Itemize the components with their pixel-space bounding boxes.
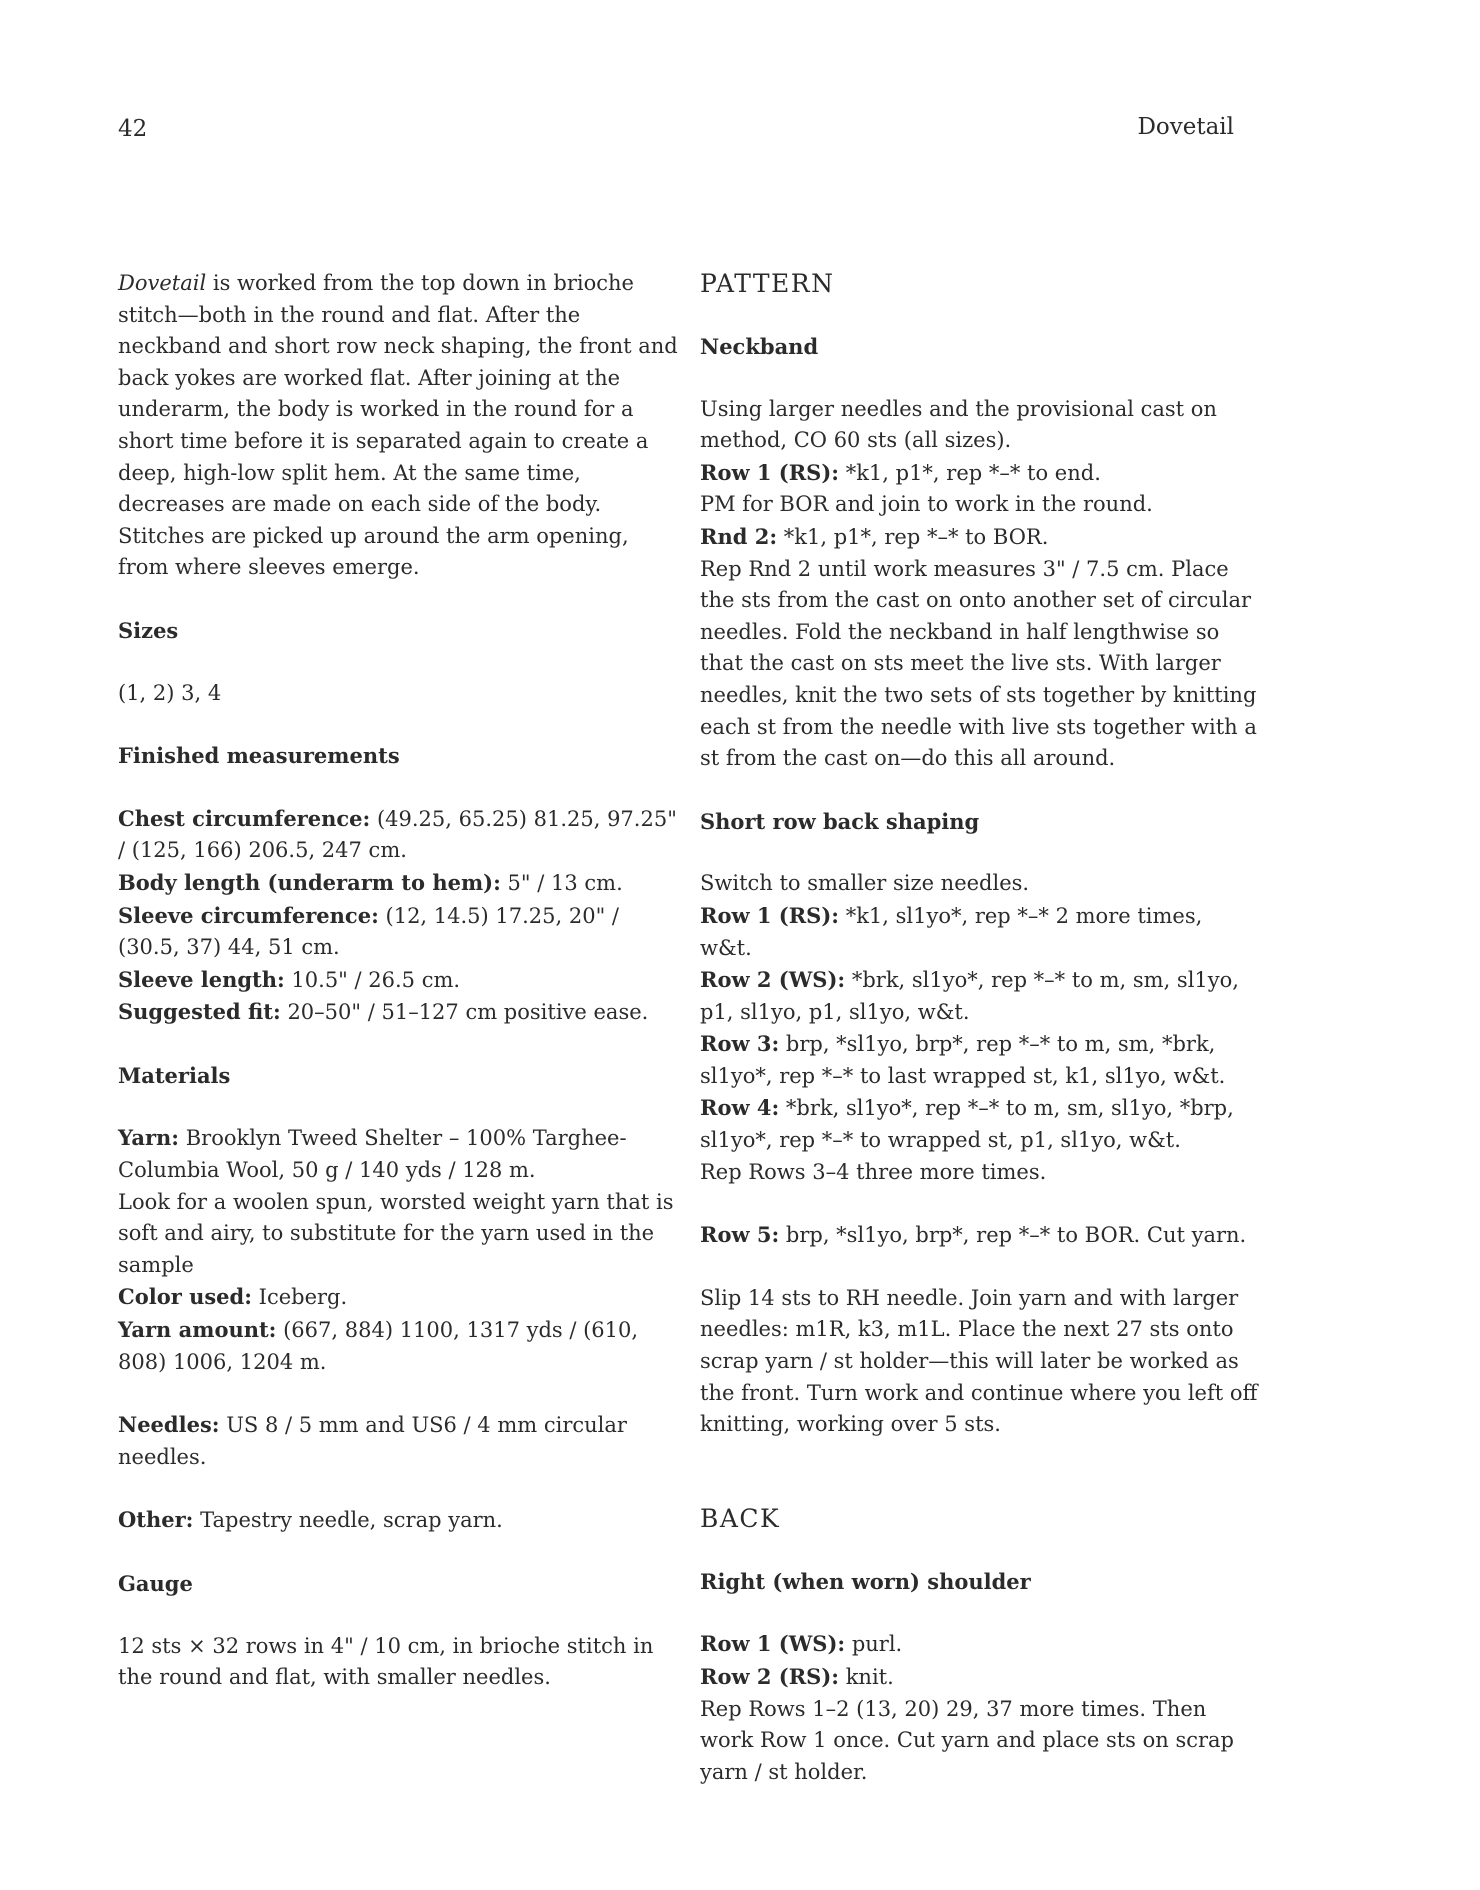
short-row-row5-label: Row 5:: [700, 1222, 780, 1248]
short-row-row1-value: *k1, sl1yo*, rep *–* 2 more times, w&t.: [700, 903, 1203, 960]
yarn-label: Yarn:: [118, 1125, 180, 1151]
short-row-row4-label: Row 4:: [700, 1095, 780, 1121]
short-row-row5-value: brp, *sl1yo, brp*, rep *–* to BOR. Cut yarn.: [779, 1223, 1247, 1248]
right-column: [700, 268, 1260, 1788]
other-label: Other:: [118, 1507, 194, 1533]
body-value: 5" / 13 cm.: [500, 870, 623, 895]
neckband-intro: Using larger needles and the provisional cast on method, CO 60 sts (all sizes).: [700, 396, 1217, 453]
suggested-fit: [118, 996, 678, 1029]
short-row-heading: Short row back shaping: [700, 808, 980, 834]
neckband-row1-value: *k1, p1*, rep *–* to end.: [839, 460, 1101, 485]
amount-value: (667, 884) 1100, 1317 yds / (610, 808) 1006, 1204 m.: [118, 1318, 639, 1374]
neckband-rnd2-value: *k1, p1*, rep *–* to BOR.: [777, 524, 1049, 549]
neckband-pm: PM for BOR and join to work in the round.: [700, 492, 1153, 517]
yarn: [118, 1122, 678, 1186]
shoulder-row1: [700, 1628, 1260, 1661]
neckband-row1: [700, 457, 1260, 490]
color-value: Iceberg.: [251, 1285, 348, 1310]
chest-circumference: [118, 803, 678, 867]
running-title: Dovetail: [1137, 114, 1234, 140]
sleeve-len-label: Sleeve length:: [118, 966, 285, 992]
shoulder-heading: Right (when worn) shoulder: [700, 1568, 1031, 1594]
fit-value: 20–50" / 51–127 cm positive ease.: [280, 1000, 649, 1025]
intro-paragraph: [118, 268, 678, 584]
short-row-row5: [700, 1219, 1260, 1252]
short-row-row3: [700, 1028, 1260, 1092]
body-label: Body length (underarm to hem):: [118, 869, 501, 895]
pattern-heading: PATTERN: [700, 269, 835, 298]
needles-value: US 8 / 5 mm and US6 / 4 mm circular needles.: [118, 1413, 627, 1469]
short-row-row2-value: *brk, sl1yo*, rep *–* to m, sm, sl1yo, p1, sl1yo, p1, sl1yo, w&t.: [700, 968, 1239, 1024]
color-label: Color used:: [118, 1284, 252, 1310]
sleeve-circ-label: Sleeve circumference:: [118, 902, 379, 928]
short-row-switch: Switch to smaller size needles.: [700, 871, 1030, 896]
needles: [118, 1409, 678, 1473]
sizes-text: (1, 2) 3, 4: [118, 680, 222, 705]
shoulder-row1-value: purl.: [845, 1632, 903, 1657]
shoulder-row2-label: Row 2 (RS):: [700, 1664, 840, 1689]
short-row-row3-value: brp, *sl1yo, brp*, rep *–* to m, sm, *brk, sl1yo*, rep *–* to last wrapped st, k1, sl1yo, w&t.: [700, 1032, 1226, 1088]
short-row-row2: [700, 964, 1260, 1028]
left-column: [118, 268, 678, 1694]
sleeve-length: [118, 964, 678, 997]
chest-label: Chest circumference:: [118, 805, 371, 831]
fit-label: Suggested fit:: [118, 999, 281, 1025]
short-row-row4-value: *brk, sl1yo*, rep *–* to m, sm, sl1yo, *brp, sl1yo*, rep *–* to wrapped st, p1, sl1yo, w&t.: [700, 1096, 1234, 1153]
shoulder-row2-value: knit.: [839, 1665, 894, 1689]
short-row-row4: [700, 1092, 1260, 1156]
chest-value: (49.25, 65.25) 81.25, 97.25" / (125, 166) 206.5, 247 cm.: [118, 806, 677, 863]
page-number: 42: [118, 116, 148, 142]
shoulder-rep: Rep Rows 1–2 (13, 20) 29, 37 more times. Then work Row 1 once. Cut yarn and place sts on scrap yarn / st holder.: [700, 1696, 1234, 1784]
amount-label: Yarn amount:: [118, 1317, 277, 1343]
neckband-rnd2-label: Rnd 2:: [700, 523, 778, 549]
finished-measurements-heading: Finished measurements: [118, 743, 400, 769]
yarn-value: Brooklyn Tweed Shelter – 100% Targhee-Columbia Wool, 50 g / 140 yds / 128 m.: [118, 1126, 627, 1183]
yarn-note: Look for a woolen spun, worsted weight yarn that is soft and airy, to substitute for the yarn used in the sample: [118, 1189, 674, 1277]
body-length: [118, 867, 678, 900]
short-row-rep: Rep Rows 3–4 three more times.: [700, 1159, 1047, 1184]
sleeve-circumference: [118, 900, 678, 964]
sleeve-len-value: 10.5" / 26.5 cm.: [284, 967, 461, 992]
color-used: [118, 1281, 678, 1314]
gauge-heading: Gauge: [118, 1571, 193, 1596]
short-row-row2-label: Row 2 (WS):: [700, 967, 846, 993]
short-row-row1: [700, 900, 1260, 964]
sizes-heading: Sizes: [118, 617, 179, 643]
neckband-rep: Rep Rnd 2 until work measures 3" / 7.5 cm. Place the sts from the cast on onto another set of circular needles. Fold the neckband in half lengthwise so that the cast on sts meet the live sts. With larger needles, knit the two sets of sts together by knitting each st from the needle with live sts together with a st from the cast on—do this all around.: [700, 556, 1257, 771]
short-row-row1-label: Row 1 (RS):: [700, 902, 840, 928]
shoulder-row2: [700, 1661, 1260, 1694]
other-materials: [118, 1504, 678, 1537]
back-heading: BACK: [700, 1503, 781, 1533]
intro-text: is worked from the top down in brioche stitch—both in the round and flat. After the neckband and short row neck shaping, the front and back yokes are worked flat. After joining at the underarm, the body is worked in the round for a short time before it is separated again to create a deep, high-low split hem. At the same time, decreases are made on each side of the body. Stitches are picked up around the arm opening, from where sleeves emerge.: [118, 271, 678, 580]
neckband-row1-label: Row 1 (RS):: [700, 459, 840, 485]
short-row-slip: Slip 14 sts to RH needle. Join yarn and with larger needles: m1R, k3, m1L. Place the next 27 sts onto scrap yarn / st holder—this will later be worked as the front. Turn work and continue where you left off knitting, working over 5 sts.: [700, 1285, 1258, 1437]
materials-heading: Materials: [118, 1062, 231, 1088]
yarn-amount: [118, 1314, 678, 1378]
gauge-text: 12 sts × 32 rows in 4" / 10 cm, in brioche stitch in the round and flat, with smaller needles.: [118, 1633, 654, 1690]
neckband-heading: Neckband: [700, 334, 819, 359]
neckband-rnd2: [700, 521, 1260, 554]
short-row-row3-label: Row 3:: [700, 1031, 780, 1057]
shoulder-row1-label: Row 1 (WS):: [700, 1631, 846, 1657]
other-value: Tapestry needle, scrap yarn.: [193, 1508, 503, 1533]
intro-title: Dovetail: [118, 271, 207, 295]
sleeve-circ-value: (12, 14.5) 17.25, 20" / (30.5, 37) 44, 51 cm.: [118, 903, 620, 960]
needles-label: Needles:: [118, 1412, 220, 1438]
